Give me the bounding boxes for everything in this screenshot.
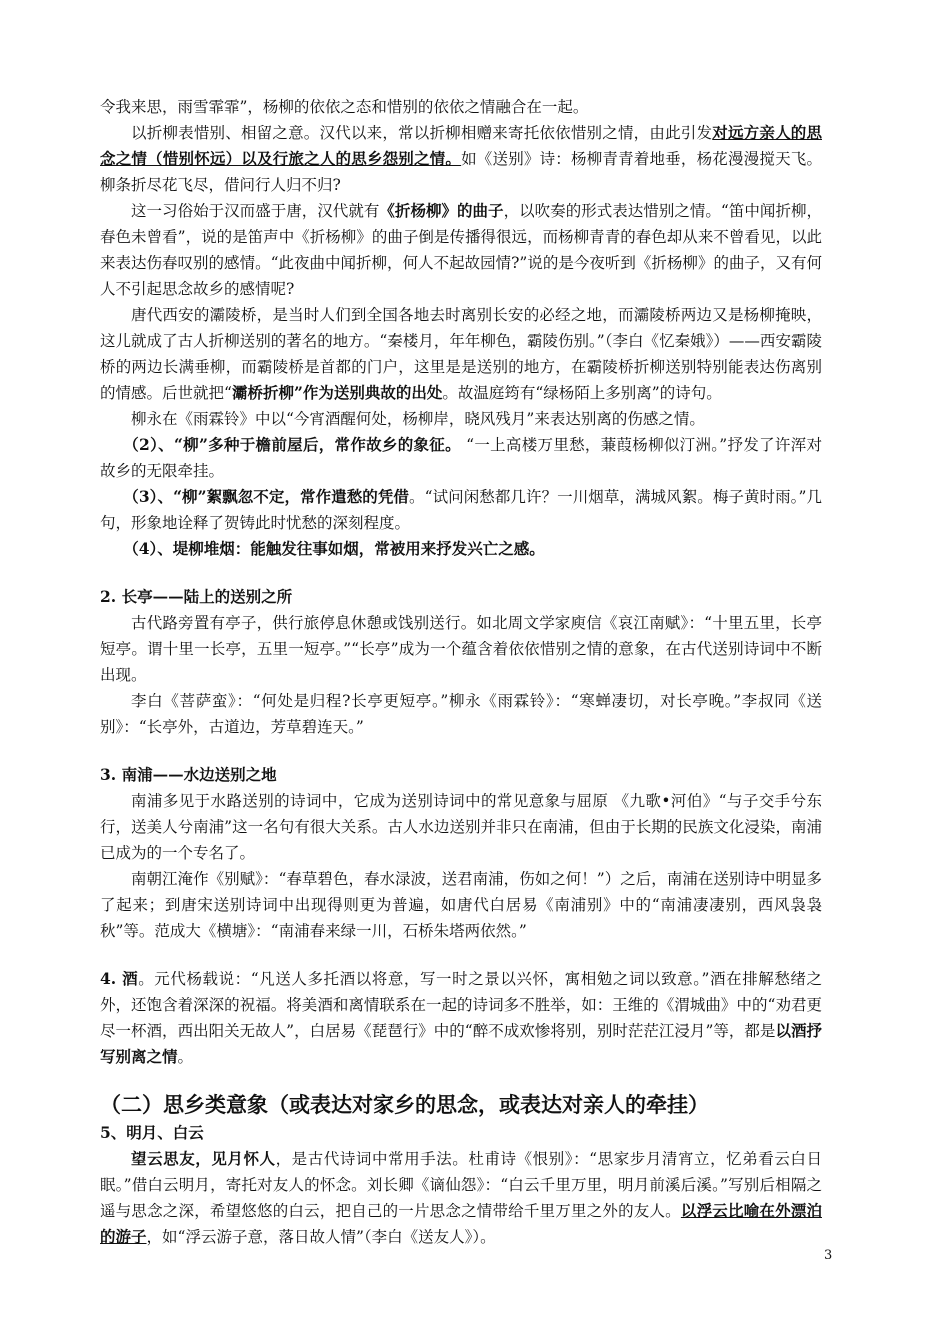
- emphasis-text: 4. 酒: [100, 969, 139, 988]
- page-number: 3: [824, 1248, 833, 1263]
- paragraph: [100, 484, 822, 536]
- text-run: 以折柳表惜别、相留之意。汉代以来，常以折柳相赠来寄托依依惜别之情，由此引发: [131, 124, 713, 142]
- emphasis-text: （2）、“柳”多种于檐前屋后，常作故乡的象征。: [123, 435, 461, 454]
- text-run: 如《送别》诗：杨柳青青着地垂，杨花漫漫搅天飞。柳条折尽花飞尽，借问行人归不归?: [100, 150, 822, 194]
- subheading: 5、明月、白云: [100, 1123, 204, 1142]
- emphasis-text: 对远方亲人的思念之情（惜别怀远）以及行旅之人的思乡怨别之情。: [100, 123, 822, 168]
- paragraph: [100, 432, 822, 484]
- text-run: 。元代杨载说：“凡送人多托酒以将意，写一时之景以兴怀，寓相勉之词以致意。”酒在排解愁绪之外，还饱含着深深的祝福。将美酒和离情联系在一起的诗词多不胜举，如：王维的《渭城曲》中的“劝君更尽一杯酒，西出阳关无故人”，白居易《琵琶行》中的“醉不成欢惨将别，别时茫茫江浸月”等，都是: [100, 970, 823, 1040]
- text-run: 。“试问闲愁都几许？一川烟草，满城风絮。梅子黄时雨。”几句，形象地诠释了贺铸此时忧愁的深刻程度。: [100, 488, 822, 532]
- paragraph: （4）、堤柳堆烟：能触发往事如烟，常被用来抒发兴亡之感。: [123, 539, 545, 558]
- paragraph: 南朝江淹作《别赋》：“春草碧色，春水渌波，送君南浦，伤如之何！”）之后，南浦在送别诗中明显多了起来；到唐宋送别诗词中出现得则更为普遍，如唐代白居易《南浦别》中的“南浦凄凄别，西风袅袅秋”等。范成大《横塘》：“南浦春来绿一川，石桥朱塔两依然。”: [100, 870, 822, 940]
- emphasis-text: 以浮云比喻在外漂泊的游子: [100, 1201, 822, 1246]
- document-page: [100, 94, 822, 1250]
- paragraph: 令我来思，雨雪霏霏”，杨柳的依依之态和惜别的依依之情融合在一起。: [100, 98, 589, 116]
- section-title: （二）思乡类意象（或表达对家乡的思念，或表达对亲人的牵挂）: [100, 1092, 709, 1117]
- emphasis-text: 《折杨柳》的曲子: [379, 201, 504, 220]
- paragraph: 古代路旁置有亭子，供行旅停息休憩或饯别送行。如北周文学家庾信《哀江南赋》：“十里五里，长亭短亭。谓十里一长亭，五里一短亭。”“长亭”成为一个蕴含着依依惜别之情的意象，在古代送别诗词中不断出现。: [100, 614, 822, 684]
- emphasis-text: 灞桥折柳”作为送别典故的出处: [231, 383, 443, 402]
- subheading: 3. 南浦——水边送别之地: [100, 765, 277, 784]
- paragraph: [100, 120, 822, 198]
- text-run: 这一习俗始于汉而盛于唐，汉代就有: [131, 202, 380, 220]
- text-run: “一上高楼万里愁，蒹葭杨柳似汀洲。”抒发了许浑对故乡的无限牵挂。: [100, 436, 823, 480]
- paragraph: [100, 966, 822, 1070]
- text-run: 唐代西安的灞陵桥，是当时人们到全国各地去时离别长安的必经之地，而灞陵桥两边又是杨柳掩映，这儿就成了古人折柳送别的著名的地方。“秦楼月，年年柳色，霸陵伤别。”（李白《忆秦娥》）——西安霸陵桥的两边长满垂柳，而霸陵桥是首都的门户，这里是是送别的地方，在霸陵桥折柳送别特别能表达伤离别的情感。后世就把“: [100, 306, 822, 402]
- paragraph: [100, 302, 822, 406]
- emphasis-text: 以酒抒写别离之情: [100, 1021, 822, 1066]
- text-run: ，如“浮云游子意，落日故人情”（李白《送友人》）。: [146, 1228, 496, 1246]
- paragraph: [100, 1146, 822, 1250]
- paragraph: 南浦多见于水路送别的诗词中，它成为送别诗词中的常见意象与屈原 《九歌•河伯》“与子交手兮东行，送美人兮南浦”这一名句有很大关系。古人水边送别并非只在南浦，但由于长期的民族文化浸染，南浦已成为的一个专名了。: [100, 792, 822, 862]
- paragraph: [100, 198, 822, 302]
- text-run: 。: [177, 1048, 194, 1066]
- text-run: ，是古代诗词中常用手法。杜甫诗《恨别》：“思家步月清宵立，忆弟看云白日眠。”借白云明月，寄托对友人的怀念。刘长卿《谪仙怨》：“白云千里万里，明月前溪后溪。”写别后相隔之遥与思念之深，希望悠悠的白云，把自己的一片思念之情带给千里万里之外的友人。: [100, 1150, 822, 1220]
- emphasis-text: （3）、“柳”絮飘忽不定，常作遣愁的凭借: [123, 487, 410, 506]
- paragraph: 柳永在《雨霖铃》中以“今宵酒醒何处，杨柳岸，晓风残月”来表达别离的伤感之情。: [131, 410, 705, 428]
- text-run: ，以吹奏的形式表达惜别之情。“笛中闻折柳，春色未曾看”，说的是笛声中《折杨柳》的曲子倒是传播得很远，而杨柳青青的春色却从来不曾看见，以此来表达伤春叹别的感情。“此夜曲中闻折柳，何人不起故园情?”说的是今夜听到《折杨柳》的曲子，又有何人不引起思念故乡的感情呢?: [100, 202, 822, 298]
- emphasis-text: 望云思友，见月怀人: [131, 1149, 276, 1168]
- paragraph: 李白《菩萨蛮》：“何处是归程?长亭更短亭。”柳永《雨霖铃》：“寒蝉凄切，对长亭晚。”李叔同《送别》：“长亭外，古道边，芳草碧连天。”: [100, 692, 822, 736]
- subheading: 2. 长亭——陆上的送别之所: [100, 587, 293, 606]
- text-run: 。故温庭筠有“绿杨陌上多别离”的诗句。: [442, 384, 722, 402]
